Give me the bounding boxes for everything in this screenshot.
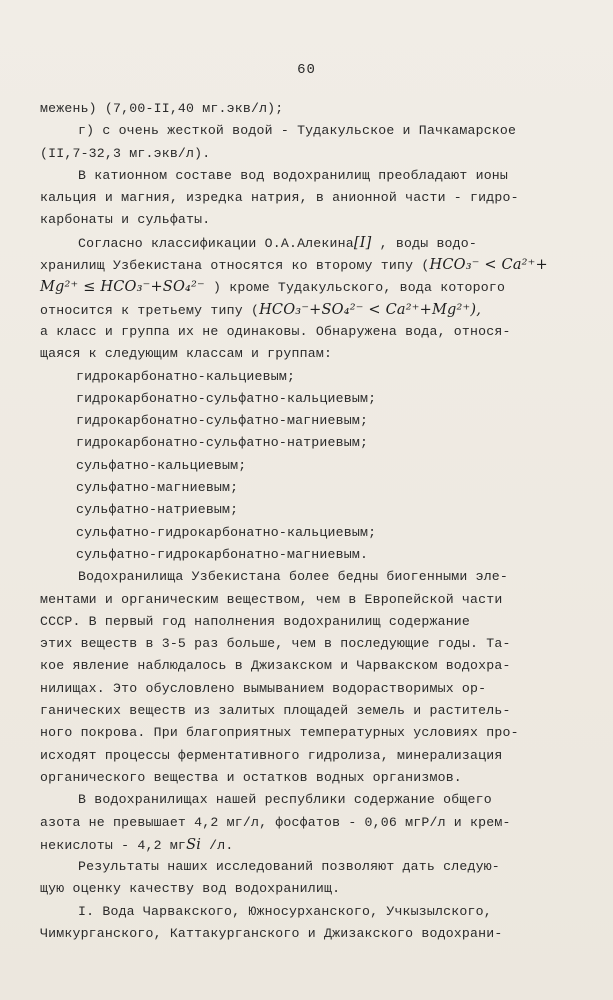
line-text: органического вещества и остатков водных организмов. xyxy=(40,769,462,785)
line-text: гидрокарбонатно-сульфатно-кальциевым; xyxy=(76,390,377,406)
line-text: СССР. В первый год наполнения водохранилищ содержание xyxy=(40,613,471,629)
text-line xyxy=(40,343,580,365)
line-text: сульфатно-кальциевым; xyxy=(76,457,247,473)
line-text: Чимкурганского, Каттакурганского и Джизакского водохрани- xyxy=(40,925,503,941)
text-line xyxy=(40,700,580,722)
line-text-continued: , воды водо- xyxy=(371,235,478,251)
line-text: относится к третьему типу ( xyxy=(40,302,260,318)
text-line xyxy=(40,544,580,566)
line-text: хранилищ Узбекистана относятся ко второму типу ( xyxy=(40,258,430,274)
line-text: азота не превышает 4,2 мг/л, фосфатов - 0,06 мгР/л и крем- xyxy=(40,814,511,830)
text-line xyxy=(40,878,580,900)
text-line xyxy=(40,388,580,410)
line-text-continued: /л. xyxy=(201,837,234,853)
text-line xyxy=(40,299,580,321)
line-text: гидрокарбонатно-кальциевым; xyxy=(76,368,296,384)
line-text: щую оценку качеству вод водохранилищ. xyxy=(40,881,341,897)
text-line xyxy=(40,722,580,744)
text-line xyxy=(40,410,580,432)
line-text: Водохранилища Узбекистана более бедны биогенными эле- xyxy=(78,569,509,585)
text-line xyxy=(40,98,580,120)
text-line xyxy=(40,812,580,834)
text-line xyxy=(40,834,580,856)
text-line xyxy=(40,165,580,187)
line-text: щаяся к следующим классам и группам: xyxy=(40,346,333,362)
line-text: ментами и органическим веществом, чем в Европейской части xyxy=(40,591,503,607)
text-line xyxy=(40,923,580,945)
line-text: гидрокарбонатно-сульфатно-натриевым; xyxy=(76,435,369,451)
text-line xyxy=(40,789,580,811)
line-text: сульфатно-натриевым; xyxy=(76,502,239,518)
handwritten-formula: HCO₃⁻ < Ca²⁺+ xyxy=(429,257,548,274)
text-line xyxy=(40,232,580,254)
line-text: I. Вода Чарвакского, Южносурханского, Учкызылского, xyxy=(78,903,492,919)
text-line xyxy=(40,522,580,544)
line-text: гидрокарбонатно-сульфатно-магниевым; xyxy=(76,413,369,429)
handwritten-formula: HCO₃⁻+SO₄²⁻ < Ca²⁺+Mg²⁺), xyxy=(259,301,482,318)
text-line xyxy=(40,499,580,521)
text-line xyxy=(40,187,580,209)
text-line xyxy=(40,611,580,633)
line-text: этих веществ в 3-5 раз больше, чем в последующие годы. Та- xyxy=(40,636,511,652)
handwritten-formula: Si xyxy=(186,836,202,853)
text-line xyxy=(40,477,580,499)
handwritten-formula: Mg²⁺ ≤ HCO₃⁻+SO₄²⁻ xyxy=(40,279,205,296)
line-text: кое явление наблюдалось в Джизакском и Чарвакском водохра- xyxy=(40,658,511,674)
line-text: некислоты - 4,2 мг xyxy=(40,837,187,853)
citation-reference: [I] xyxy=(353,234,372,251)
line-text: а класс и группа их не одинаковы. Обнаружена вода, относя- xyxy=(40,323,511,339)
page-number: 60 xyxy=(297,62,316,78)
line-text: (II,7-32,3 мг.экв/л). xyxy=(40,145,211,161)
line-text: нилищах. Это обусловлено вымыванием водорастворимых ор- xyxy=(40,680,487,696)
body-text xyxy=(40,98,580,945)
line-text: сульфатно-гидрокарбонатно-кальциевым; xyxy=(76,524,377,540)
text-line xyxy=(40,678,580,700)
line-text: Результаты наших исследований позволяют дать следую- xyxy=(78,859,500,875)
line-text: исходят процессы ферментативного гидролиза, минерализация xyxy=(40,747,503,763)
line-text: г) с очень жесткой водой - Тудакульское и Пачкамарское xyxy=(78,123,517,139)
text-line xyxy=(40,366,580,388)
text-line xyxy=(40,856,580,878)
line-text: В водохранилищах нашей республики содержание общего xyxy=(78,792,492,808)
text-line xyxy=(40,589,580,611)
line-text: карбонаты и сульфаты. xyxy=(40,212,211,228)
text-line xyxy=(40,767,580,789)
text-line xyxy=(40,321,580,343)
text-line xyxy=(40,254,580,276)
line-text: межень) (7,00-II,40 мг.экв/л); xyxy=(40,101,284,116)
text-line xyxy=(40,633,580,655)
text-line xyxy=(40,655,580,677)
text-line xyxy=(40,120,580,142)
text-line xyxy=(40,455,580,477)
line-text: В катионном составе вод водохранилищ преобладают ионы xyxy=(78,167,509,183)
text-line xyxy=(40,566,580,588)
line-text: сульфатно-гидрокарбонатно-магниевым. xyxy=(76,546,369,562)
text-line xyxy=(40,901,580,923)
text-line xyxy=(40,143,580,165)
text-line xyxy=(40,276,580,298)
text-line xyxy=(40,209,580,231)
text-line xyxy=(40,745,580,767)
text-line xyxy=(40,432,580,454)
line-text: Согласно классификации О.А.Алекина xyxy=(78,235,354,251)
line-text: ганических веществ из залитых площадей земель и раститель- xyxy=(40,703,511,719)
line-text: кальция и магния, изредка натрия, в анионной части - гидро- xyxy=(40,190,519,206)
line-text: ного покрова. При благоприятных температурных условиях про- xyxy=(40,725,519,741)
line-text: ) кроме Тудакульского, вода которого xyxy=(204,280,506,296)
line-text: сульфатно-магниевым; xyxy=(76,480,239,496)
